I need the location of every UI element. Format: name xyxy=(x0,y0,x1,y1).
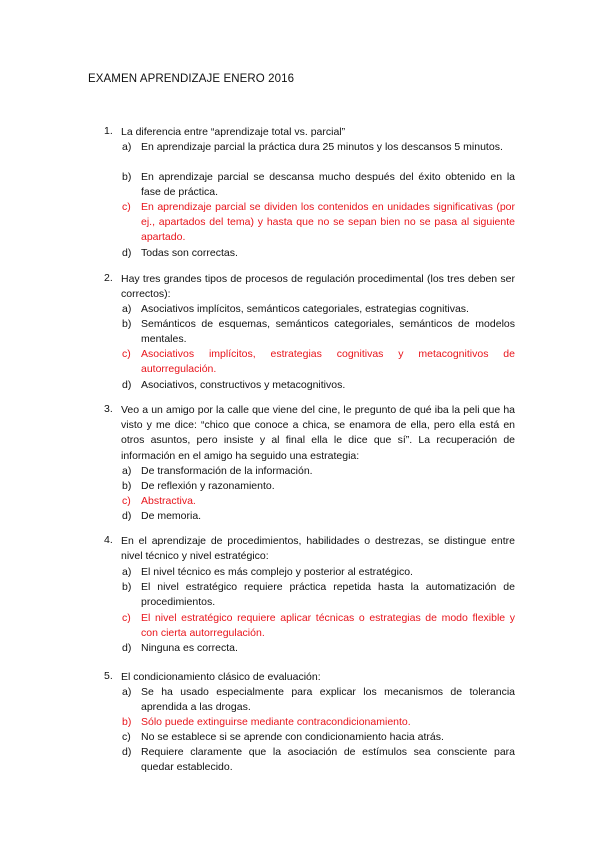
option-letter: a) xyxy=(122,303,132,315)
option-letter: d) xyxy=(122,379,132,391)
question-number: 2. xyxy=(104,272,113,284)
question-number: 3. xyxy=(104,403,113,415)
option-text: Requiere claramente que la asociación de estímulos sea consciente para quedar establecido. xyxy=(141,746,515,774)
option-text: De reflexión y razonamiento. xyxy=(141,480,275,492)
question-number: 1. xyxy=(104,125,113,137)
option-letter: d) xyxy=(122,746,132,758)
option-letter: b) xyxy=(122,480,132,492)
option-text: De memoria. xyxy=(141,510,202,522)
option-letter: b) xyxy=(122,581,132,593)
option-text: El nivel técnico es más complejo y posterior al estratégico. xyxy=(141,566,413,578)
question-text: El condicionamiento clásico de evaluación: xyxy=(121,671,321,683)
option-text: Semánticos de esquemas, semánticos categoriales, semánticos de modelos mentales. xyxy=(141,318,515,346)
question-text: La diferencia entre “aprendizaje total vs. parcial” xyxy=(121,126,346,138)
option-text: Sólo puede extinguirse mediante contracondicionamiento. xyxy=(141,716,411,728)
option-text: Asociativos implícitos, estrategias cognitivas y metacognitivos de autorregulación. xyxy=(141,348,515,376)
option-letter: b) xyxy=(122,171,132,183)
option-letter: d) xyxy=(122,510,132,522)
option-letter: a) xyxy=(122,566,132,578)
question-number: 4. xyxy=(104,534,113,546)
option-letter: c) xyxy=(122,731,131,743)
option-text: El nivel estratégico requiere aplicar técnicas o estrategias de modo flexible y con cierta autorregulación. xyxy=(141,612,515,640)
option-letter: c) xyxy=(122,201,131,213)
option-text: Se ha usado especialmente para explicar los mecanismos de tolerancia aprendida a las drogas. xyxy=(141,686,515,714)
option-text: El nivel estratégico requiere práctica repetida hasta la automatización de procedimientos. xyxy=(141,581,515,609)
option-letter: c) xyxy=(122,495,131,507)
option-text: Todas son correctas. xyxy=(141,247,238,259)
question-text: Hay tres grandes tipos de procesos de regulación procedimental (los tres deben ser correctos): xyxy=(121,273,515,301)
option-letter: a) xyxy=(122,686,132,698)
option-text: En aprendizaje parcial se dividen los contenidos en unidades significativas (por ej., apartados del tema) y hasta que no se sepan bien no se pasa al siguiente apartado. xyxy=(141,201,515,244)
option-letter: d) xyxy=(122,642,132,654)
option-letter: d) xyxy=(122,247,132,259)
option-text: Abstractiva. xyxy=(141,495,196,507)
option-text: Ninguna es correcta. xyxy=(141,642,238,654)
option-letter: b) xyxy=(122,318,132,330)
option-text: De transformación de la información. xyxy=(141,465,313,477)
question-text: Veo a un amigo por la calle que viene del cine, le pregunto de qué iba la peli que ha visto y me dice: “chico que conoce a chica, se enamora de ella, pero ella está en otros asuntos, pero insiste y al final ella le dice que sí”. La recuperación de información en el amigo ha seguido una estrategia: xyxy=(121,404,515,462)
question-text: En el aprendizaje de procedimientos, habilidades o destrezas, se distingue entre nivel técnico y nivel estratégico: xyxy=(121,535,515,563)
option-letter: a) xyxy=(122,141,132,153)
option-letter: a) xyxy=(122,465,132,477)
option-letter: b) xyxy=(122,716,132,728)
option-letter: c) xyxy=(122,348,131,360)
option-letter: c) xyxy=(122,612,131,624)
page-title: EXAMEN APRENDIZAJE ENERO 2016 xyxy=(88,73,295,85)
option-text: Asociativos, constructivos y metacognitivos. xyxy=(141,379,346,391)
option-text: Asociativos implícitos, semánticos categoriales, estrategias cognitivas. xyxy=(141,303,469,315)
question-number: 5. xyxy=(104,670,113,682)
option-text: En aprendizaje parcial la práctica dura 25 minutos y los descansos 5 minutos. xyxy=(141,141,503,153)
option-text: No se establece si se aprende con condicionamiento hacia atrás. xyxy=(141,731,444,743)
option-text: En aprendizaje parcial se descansa mucho después del éxito obtenido en la fase de práctica. xyxy=(141,171,515,199)
